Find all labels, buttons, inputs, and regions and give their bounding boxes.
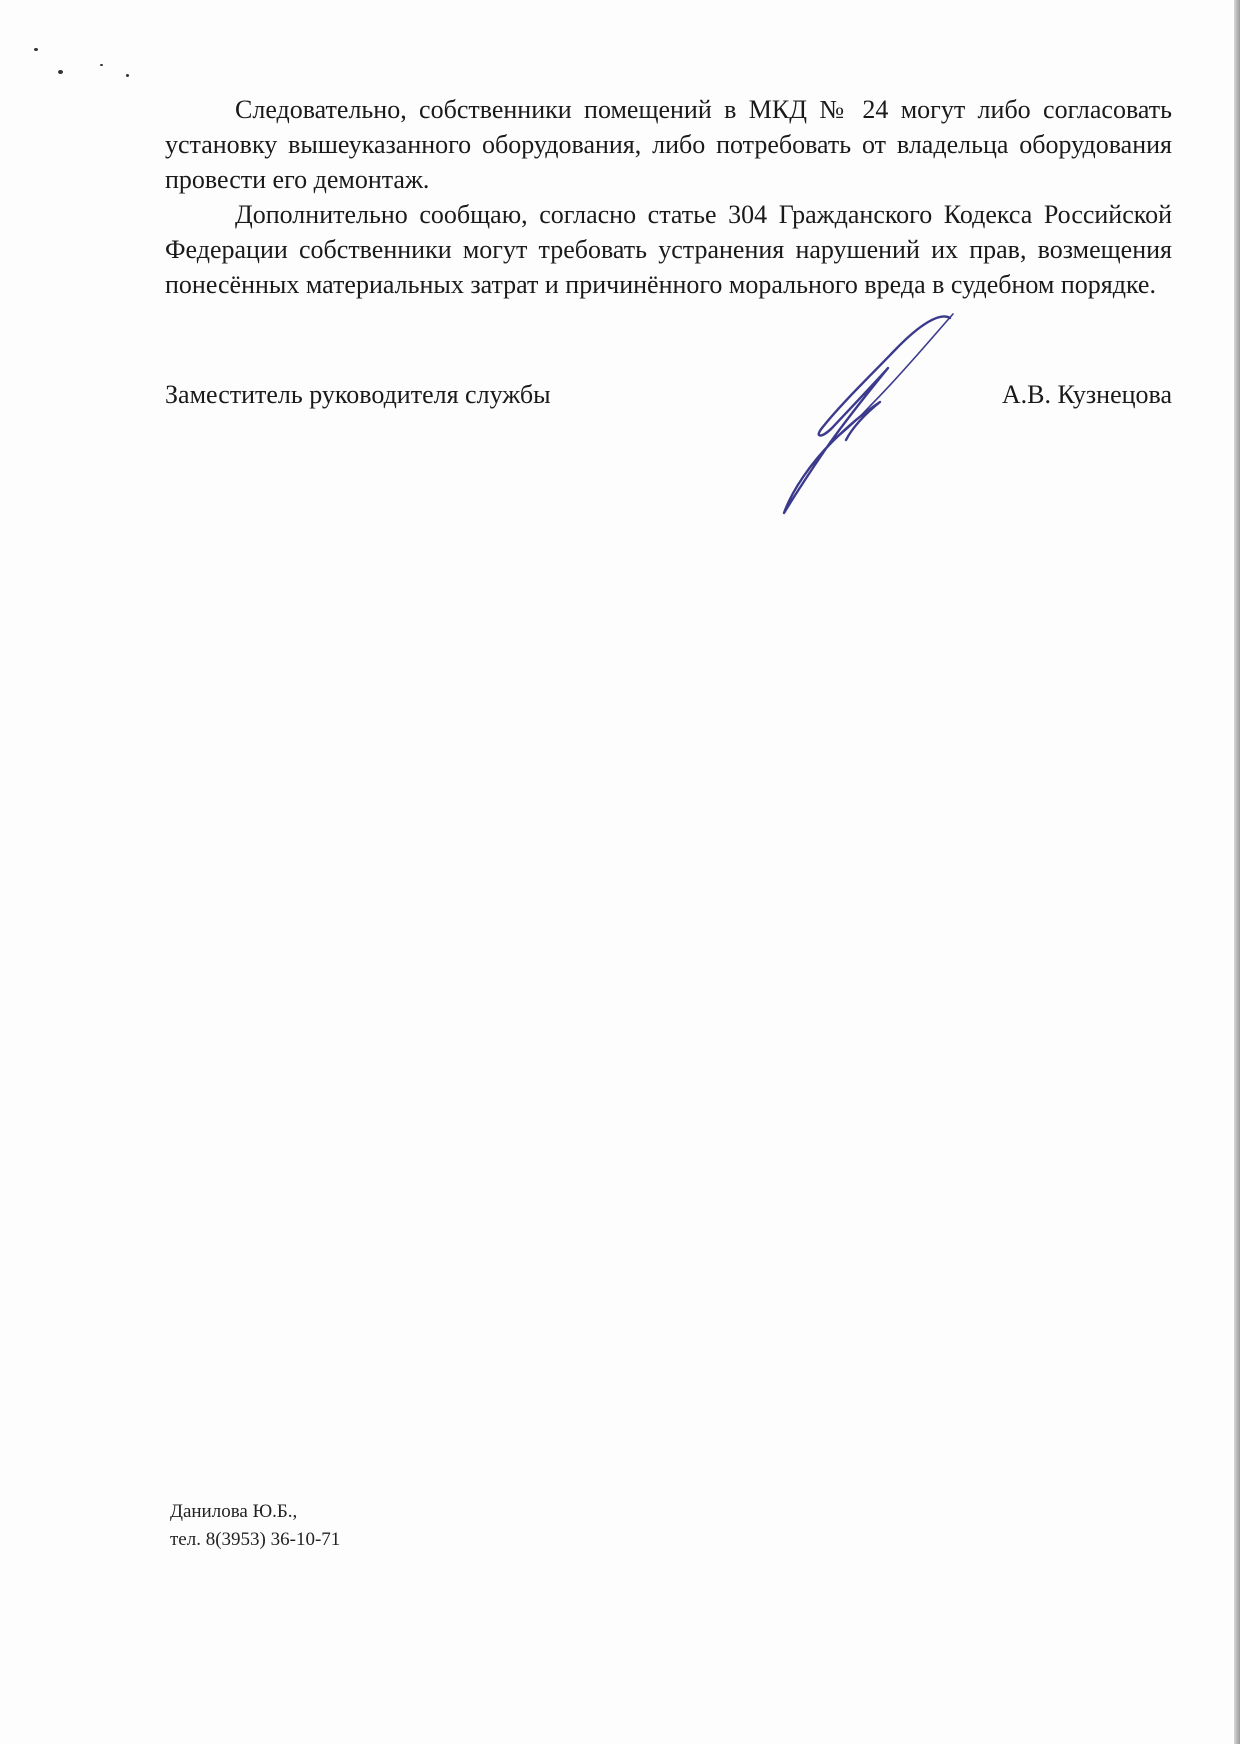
handwritten-signature	[770, 310, 960, 520]
executor-name: Данилова Ю.Б.,	[170, 1501, 298, 1522]
signature-block	[165, 377, 1172, 413]
paragraph-consequence: Следовательно, собственники помещений в МКД № 24 могут либо согласовать установку вышеуказанного оборудования, либо потребовать от владельца оборудования провести его демонтаж.	[165, 95, 1172, 194]
executor-phone: тел. 8(3953) 36-10-71	[170, 1529, 341, 1550]
signer-title: Заместитель руководителя службы	[165, 380, 551, 409]
scan-speck	[34, 48, 38, 51]
letter-body	[165, 92, 1172, 302]
paragraph-civil-code: Дополнительно сообщаю, согласно статье 304 Гражданского Кодекса Российской Федерации собственники могут требовать устранения нарушений их прав, возмещения понесённых материальных затрат и причинённого морального вреда в судебном порядке.	[165, 200, 1172, 299]
scan-edge	[1234, 0, 1240, 1744]
scan-speck	[126, 74, 129, 77]
signer-name: А.В. Кузнецова	[1001, 380, 1172, 409]
executor-info	[170, 1498, 340, 1554]
scan-speck	[100, 64, 103, 66]
scan-speck	[58, 70, 63, 74]
